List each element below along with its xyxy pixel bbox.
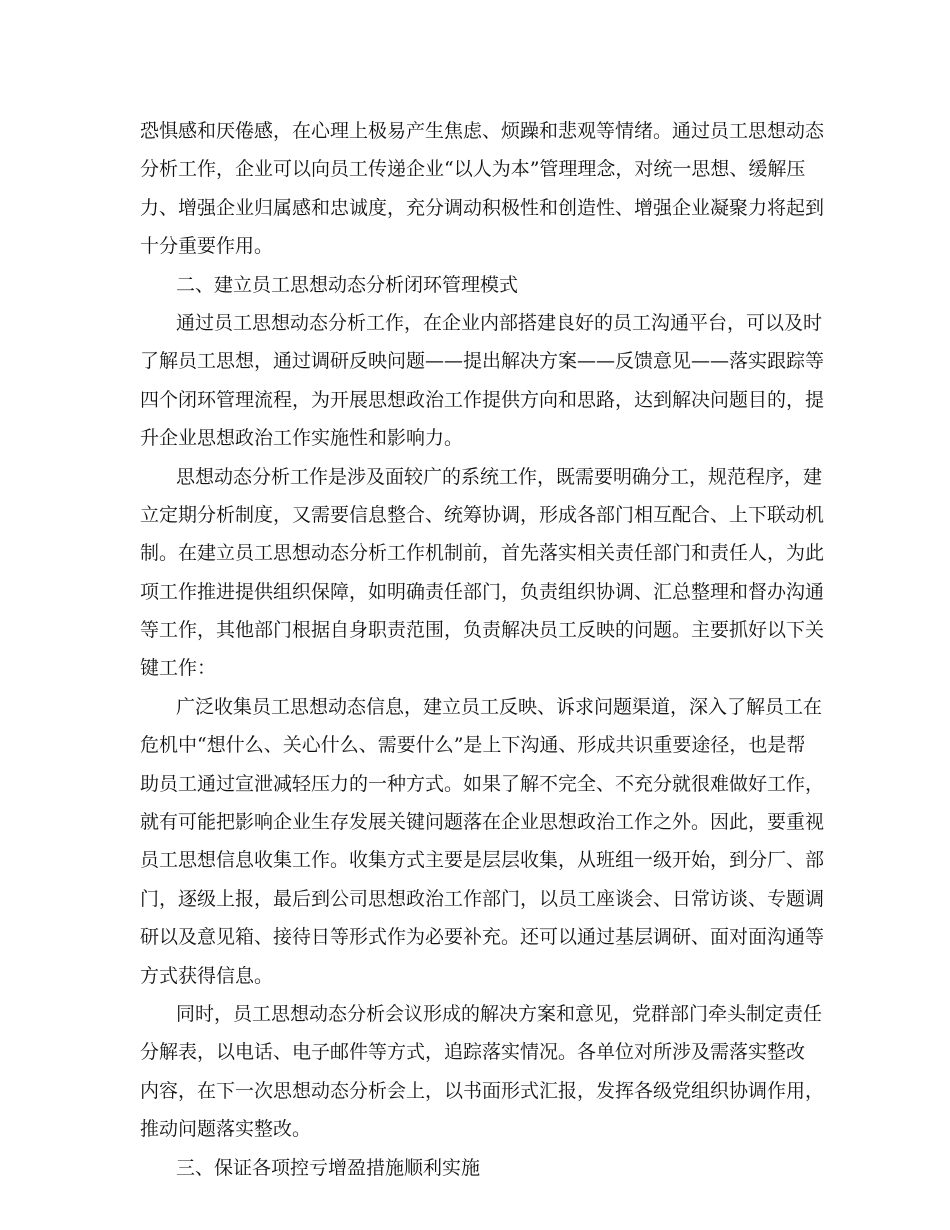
- text-line: 员工思想信息收集工作。收集方式主要是层层收集，从班组一级开始，到分厂、部: [140, 849, 825, 872]
- text-line: 门，逐级上报，最后到公司思想政治工作部门，以员工座谈会、日常访谈、专题调: [140, 887, 825, 910]
- section-heading-3: [140, 1149, 820, 1187]
- text-line: 同时，员工思想动态分析会议形成的解决方案和意见，党群部门牵头制定责任: [176, 1002, 823, 1025]
- text-line: 制。在建立员工思想动态分析工作机制前，首先落实相关责任部门和责任人，为此: [140, 542, 825, 565]
- text-line: 方式获得信息。: [140, 964, 274, 987]
- text-line: 危机中“想什么、关心什么、需要什么”是上下沟通、形成共识重要途径，也是帮: [140, 734, 806, 757]
- text-line: 分析工作，企业可以向员工传递企业“以人为本”管理理念，对统一思想、缓解压: [140, 158, 806, 181]
- text-line: 助员工通过宣泄减轻压力的一种方式。如果了解不完全、不充分就很难做好工作，: [140, 772, 825, 795]
- document-body: [140, 112, 825, 1187]
- text-line: 思想动态分析工作是涉及面较广的系统工作，既需要明确分工，规范程序，建: [176, 465, 823, 488]
- text-line: 研以及意见箱、接待日等形式作为必要补充。还可以通过基层调研、面对面沟通等: [140, 926, 825, 949]
- text-line: 等工作，其他部门根据自身职责范围，负责解决员工反映的问题。主要抓好以下关: [140, 619, 825, 642]
- text-line: 立定期分析制度，又需要信息整合、统筹协调，形成各部门相互配合、上下联动机: [140, 503, 825, 526]
- text-line: 恐惧感和厌倦感，在心理上极易产生焦虑、烦躁和悲观等情绪。通过员工思想动态: [140, 120, 825, 142]
- paragraph: [140, 458, 825, 688]
- text-line: 力、增强企业归属感和忠诚度，充分调动积极性和创造性、增强企业凝聚力将起到: [140, 196, 825, 219]
- text-line: 键工作：: [140, 657, 217, 680]
- text-line: 了解员工思想，通过调研反映问题——提出解决方案——反馈意见——落实跟踪等: [140, 350, 825, 373]
- text-line: 十分重要作用。: [140, 235, 274, 258]
- text-line: 广泛收集员工思想动态信息，建立员工反映、诉求问题渠道，深入了解员工在: [176, 695, 823, 718]
- text-line: 推动问题落实整改。: [140, 1118, 312, 1141]
- heading-text: 三、保证各项控亏增盈措施顺利实施: [176, 1156, 481, 1179]
- paragraph-continuation: [140, 112, 825, 266]
- paragraph: [140, 304, 825, 458]
- text-line: 就有可能把影响企业生存发展关键问题落在企业思想政治工作之外。因此，要重视: [140, 811, 825, 834]
- text-line: 通过员工思想动态分析工作，在企业内部搭建良好的员工沟通平台，可以及时: [176, 311, 823, 334]
- paragraph: [140, 688, 825, 995]
- section-heading-2: [140, 266, 820, 304]
- text-line: 升企业思想政治工作实施性和影响力。: [140, 427, 464, 450]
- text-line: 分解表，以电话、电子邮件等方式，追踪落实情况。各单位对所涉及需落实整改: [140, 1041, 806, 1064]
- heading-text: 二、建立员工思想动态分析闭环管理模式: [176, 273, 519, 296]
- paragraph: [140, 995, 825, 1149]
- text-line: 内容，在下一次思想动态分析会上，以书面形式汇报，发挥各级党组织协调作用，: [140, 1079, 825, 1102]
- text-line: 四个闭环管理流程，为开展思想政治工作提供方向和思路，达到解决问题目的，提: [140, 388, 825, 411]
- text-line: 项工作推进提供组织保障，如明确责任部门，负责组织协调、汇总整理和督办沟通: [140, 580, 825, 603]
